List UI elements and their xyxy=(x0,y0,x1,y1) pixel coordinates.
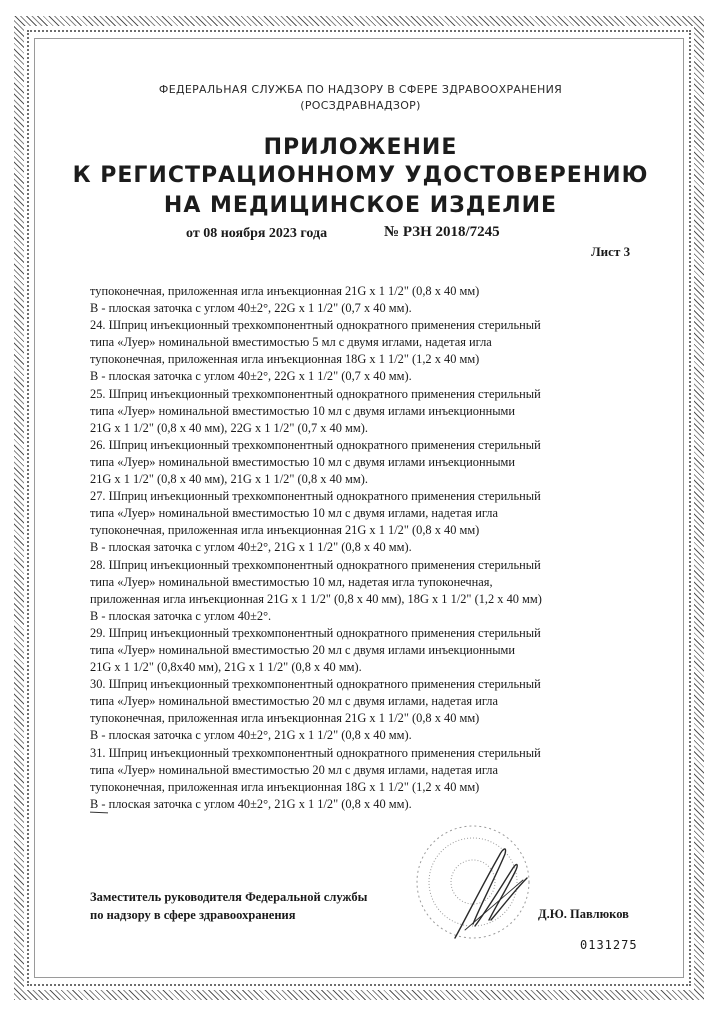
registration-number: № РЗН 2018/7245 xyxy=(384,224,500,240)
text-line: В - плоская заточка с углом 40±2°, 22G x 1 1/2" (0,7 x 40 мм). xyxy=(90,301,412,316)
form-serial-number: 0131275 xyxy=(580,938,638,952)
end-dash-mark xyxy=(90,812,108,816)
device-list xyxy=(90,283,635,813)
sheet-number: Лист 3 xyxy=(591,244,631,259)
text-line: В - плоская заточка с углом 40±2°. xyxy=(90,608,272,623)
text-line: 21G x 1 1/2" (0,8 x 40 мм), 22G x 1 1/2" (0,7 x 40 мм). xyxy=(90,420,368,435)
text-line: типа «Луер» номинальной вместимостью 20 мл с двумя иглами, надетая игла xyxy=(90,694,498,709)
text-line: В - плоская заточка с углом 40±2°, 21G x 1 1/2" (0,8 x 40 мм). xyxy=(90,728,412,743)
text-line: типа «Луер» номинальной вместимостью 20 мл с двумя иглами инъекционными xyxy=(90,642,516,657)
text-line: типа «Луер» номинальной вместимостью 10 мл с двумя иглами инъекционными xyxy=(90,403,516,418)
agency-abbreviation: (РОСЗДРАВНАДЗОР) xyxy=(300,99,421,112)
text-line: типа «Луер» номинальной вместимостью 10 мл с двумя иглами, надетая игла xyxy=(90,506,498,521)
signatory-name: Д.Ю. Павлюков xyxy=(538,907,629,921)
document-subtitle-line2: НА МЕДИЦИНСКОЕ ИЗДЕЛИЕ xyxy=(163,193,558,218)
text-line: типа «Луер» номинальной вместимостью 10 мл, надетая игла тупоконечная, xyxy=(90,574,493,589)
text-line: тупоконечная, приложенная игла инъекционная 21G x 1 1/2" (0,8 x 40 мм) xyxy=(90,711,480,726)
text-line: 25. Шприц инъекционный трехкомпонентный однократного применения стерильный xyxy=(90,386,541,401)
text-line: В - плоская заточка с углом 40±2°, 22G x 1 1/2" (0,7 x 40 мм). xyxy=(90,369,412,384)
text-line: 26. Шприц инъекционный трехкомпонентный однократного применения стерильный xyxy=(90,437,541,452)
text-line: В - плоская заточка с углом 40±2°, 21G x 1 1/2" (0,8 x 40 мм). xyxy=(90,540,412,555)
text-line: 27. Шприц инъекционный трехкомпонентный однократного применения стерильный xyxy=(90,489,541,504)
text-line: тупоконечная, приложенная игла инъекционная 18G x 1 1/2" (1,2 x 40 мм) xyxy=(90,779,480,794)
text-line: приложенная игла инъекционная 21G x 1 1/2" (0,8 x 40 мм), 18G x 1 1/2" (1,2 x 40 мм) xyxy=(90,591,542,606)
text-line: тупоконечная, приложенная игла инъекционная 21G x 1 1/2" (0,8 x 40 мм) xyxy=(90,523,480,538)
text-line: 24. Шприц инъекционный трехкомпонентный однократного применения стерильный xyxy=(90,318,541,333)
text-line: тупоконечная, приложенная игла инъекционная 21G x 1 1/2" (0,8 x 40 мм) xyxy=(90,284,480,298)
text-line: типа «Луер» номинальной вместимостью 20 мл с двумя иглами, надетая игла xyxy=(90,762,498,777)
text-line: 30. Шприц инъекционный трехкомпонентный однократного применения стерильный xyxy=(90,677,541,692)
text-line: типа «Луер» номинальной вместимостью 5 мл с двумя иглами, надетая игла xyxy=(90,335,492,350)
signatory-title-line2: по надзору в сфере здравоохранения xyxy=(90,908,296,922)
signatory-title-line1: Заместитель руководителя Федеральной службы xyxy=(90,890,368,904)
text-line: 21G x 1 1/2" (0,8x40 мм), 21G x 1 1/2" (0,8 x 40 мм). xyxy=(90,660,362,675)
seal-stamp-icon xyxy=(395,820,555,950)
text-line: тупоконечная, приложенная игла инъекционная 18G x 1 1/2" (1,2 x 40 мм) xyxy=(90,352,480,367)
text-line: 21G x 1 1/2" (0,8 x 40 мм), 21G x 1 1/2" (0,8 x 40 мм). xyxy=(90,472,368,487)
document-title: ПРИЛОЖЕНИЕ xyxy=(263,135,458,160)
text-line: 29. Шприц инъекционный трехкомпонентный однократного применения стерильный xyxy=(90,625,541,640)
signature-icon xyxy=(455,849,527,938)
agency-name: ФЕДЕРАЛЬНАЯ СЛУЖБА ПО НАДЗОРУ В СФЕРЕ ЗДРАВООХРАНЕНИЯ xyxy=(158,83,563,96)
text-line: типа «Луер» номинальной вместимостью 10 мл с двумя иглами инъекционными xyxy=(90,454,516,469)
text-line: 28. Шприц инъекционный трехкомпонентный однократного применения стерильный xyxy=(90,557,541,572)
text-line: В - плоская заточка с углом 40±2°, 21G x 1 1/2" (0,8 x 40 мм). xyxy=(90,796,412,811)
document-subtitle-line1: К РЕГИСТРАЦИОННОМУ УДОСТОВЕРЕНИЮ xyxy=(72,163,649,188)
issue-date: от 08 ноября 2023 года xyxy=(186,226,328,241)
text-line: 31. Шприц инъекционный трехкомпонентный однократного применения стерильный xyxy=(90,745,541,760)
